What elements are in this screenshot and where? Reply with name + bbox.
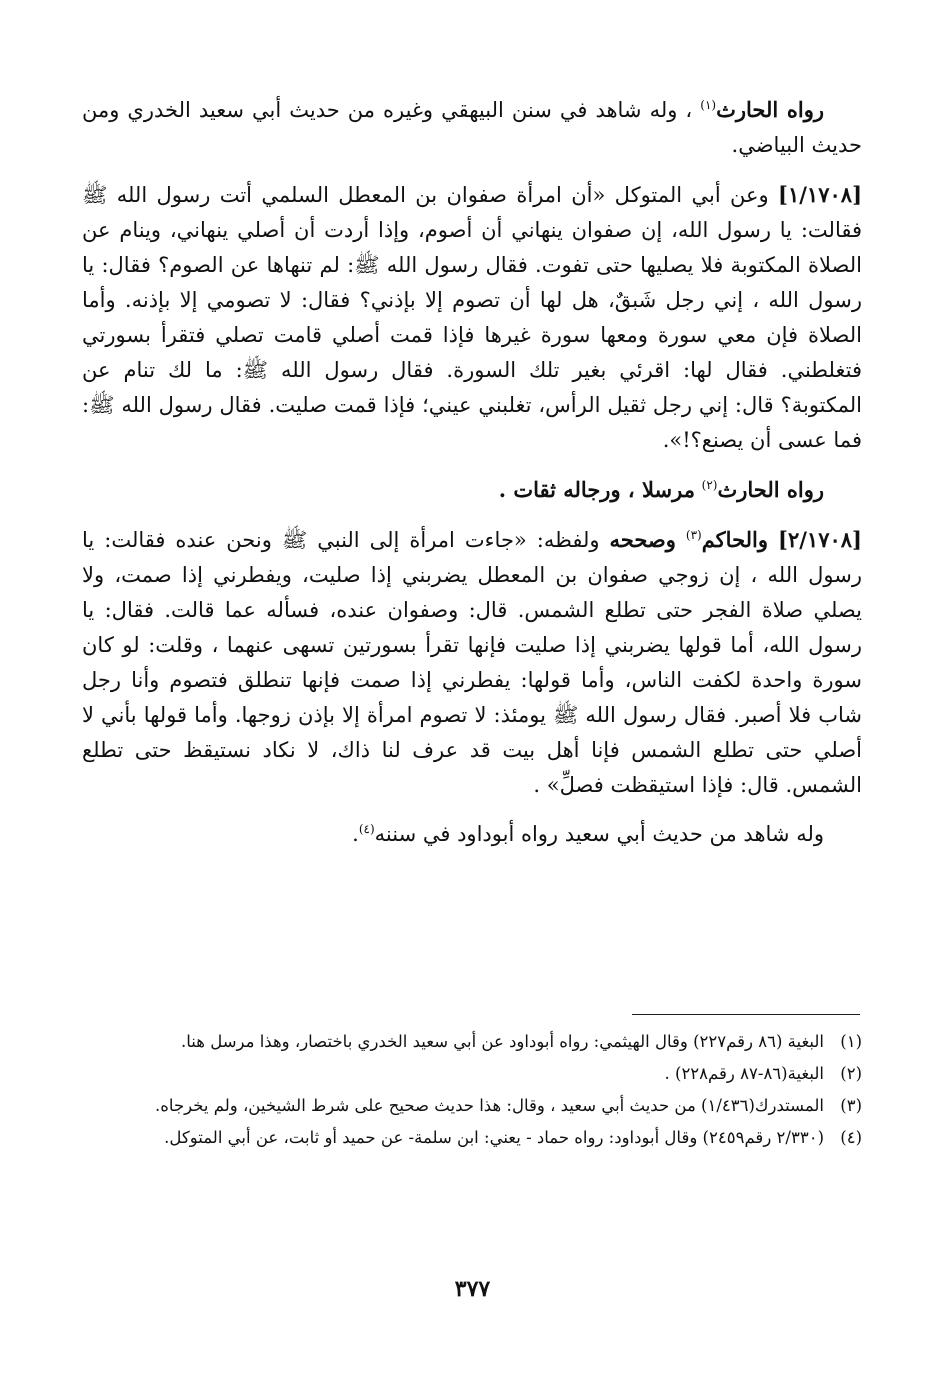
hadith-number: [١/١٧٠٨]	[778, 182, 862, 207]
footnotes	[82, 1028, 862, 1156]
footnote-4	[82, 1124, 862, 1152]
paragraph-3	[82, 472, 862, 508]
footnote-text: البغية (٨٦ رقم٢٢٧) وقال الهيثمي: رواه أبوداود عن أبي سعيد الخدري باختصار، وهذا مرسل هنا.	[181, 1032, 824, 1051]
grading-word: وصححه	[609, 527, 676, 552]
footnote-ref-4[interactable]: (٤)	[358, 822, 375, 836]
paragraph-text: وعن أبي المتوكل «أن امرأة صفوان بن المعطل السلمي أتت رسول الله ﷺ فقالت: يا رسول الله، إن صفوان ينهاني أن أصوم، وإذا أردت أن أصلي ينهاني، وينام عن الصلاة المكتوبة فلا يصليها حتى تفوت. فقال رسول الله ﷺ: لم تنهاها عن الصوم؟ فقال: يا رسول الله ، إني رجل شَبقٌ، هل لها أن تصوم إلا بإذني؟ فقال: لا تصومي إلا بإذنه. وأما الصلاة فإن معي سورة ومعها سورة غيرها فإذا قمت أصلي قامت تصلي فتقرأ بسورتي فتغلطني. فقال لها: اقرئي بغير تلك السورة. فقال رسول الله ﷺ: ما لك تنام عن المكتوبة؟ قال: إني رجل ثقيل الرأس، تغلبني عيني؛ فإذا قمت صليت. فقال رسول الله ﷺ: فما عسى أن يصنع؟!».	[82, 183, 862, 452]
footnote-number: (٢)	[840, 1064, 862, 1083]
narrator-lead: رواه الحارث	[717, 477, 824, 502]
paragraph-text: ولفظه: «جاءت امرأة إلى النبي ﷺ ونحن عنده فقالت: يا رسول الله ، إن زوجي صفوان بن المعطل يضربني إذا صليت، ويفطرني إذا صمت، ولا يصلي صلاة الفجر حتى تطلع الشمس. قال: وصفوان عنده، فسأله عما قالت. فقال: يا رسول الله، أما قولها يضربني إذا صليت فإنها تقرأ بسورتين تسهى عنهما ، وقلت: لو كان سورة واحدة لكفت الناس، وأما قولها: يفطرني إذا صمت فإنها تنطلق فتصوم وأنا رجل شاب فلا أصبر. فقال رسول الله ﷺ يومئذ: لا تصوم امرأة إلا بإذن زوجها. وأما قولها بأني لا أصلي حتى تطلع الشمس فإنا أهل بيت قد عرف لنا ذاك، لا نكاد نستيقظ حتى تطلع الشمس. قال: فإذا استيقظت فصلِّ» .	[82, 528, 862, 797]
narrator-lead: والحاكم	[701, 527, 769, 552]
footnote-number: (٣)	[840, 1096, 862, 1115]
footnote-2	[82, 1060, 862, 1088]
paragraph-tail: .	[352, 822, 359, 846]
footnote-3	[82, 1092, 862, 1120]
paragraph-text: مرسلا ، ورجاله ثقات .	[498, 477, 695, 502]
hadith-number: [٢/١٧٠٨]	[778, 527, 862, 552]
paragraph-5	[82, 817, 862, 852]
footnote-text: البغية(٨٦-٨٧ رقم٢٢٨) .	[664, 1064, 824, 1083]
paragraph-1	[82, 92, 862, 163]
page-number: ٣٧٧	[454, 1276, 491, 1302]
footnote-text: المستدرك(١/٤٣٦) من حديث أبي سعيد ، وقال: هذا حديث صحيح على شرط الشيخين، ولم يخرجاه.	[155, 1096, 824, 1115]
footnote-ref-3[interactable]: (٣)	[685, 528, 702, 542]
footnote-text: (٢/٣٣٠ رقم٢٤٥٩) وقال أبوداود: رواه حماد - يعني: ابن سلمة- عن حميد أو ثابت، عن أبي المتوكل.	[164, 1128, 824, 1147]
footnote-ref-2[interactable]: (٢)	[701, 478, 718, 492]
paragraph-4	[82, 522, 862, 803]
footnote-1	[82, 1028, 862, 1056]
footnote-separator	[632, 1014, 860, 1015]
paragraph-text: وله شاهد من حديث أبي سعيد رواه أبوداود في سننه	[374, 822, 824, 846]
main-text	[82, 92, 862, 866]
paragraph-2	[82, 177, 862, 458]
footnote-ref-1[interactable]: (١)	[700, 98, 717, 112]
paragraph-text: ، وله شاهد في سنن البيهقي وغيره من حديث أبي سعيد الخدري ومن حديث البياضي.	[82, 98, 862, 157]
narrator-lead: رواه الحارث	[716, 97, 825, 122]
footnote-number: (٤)	[840, 1128, 862, 1147]
footnote-number: (١)	[840, 1032, 862, 1051]
